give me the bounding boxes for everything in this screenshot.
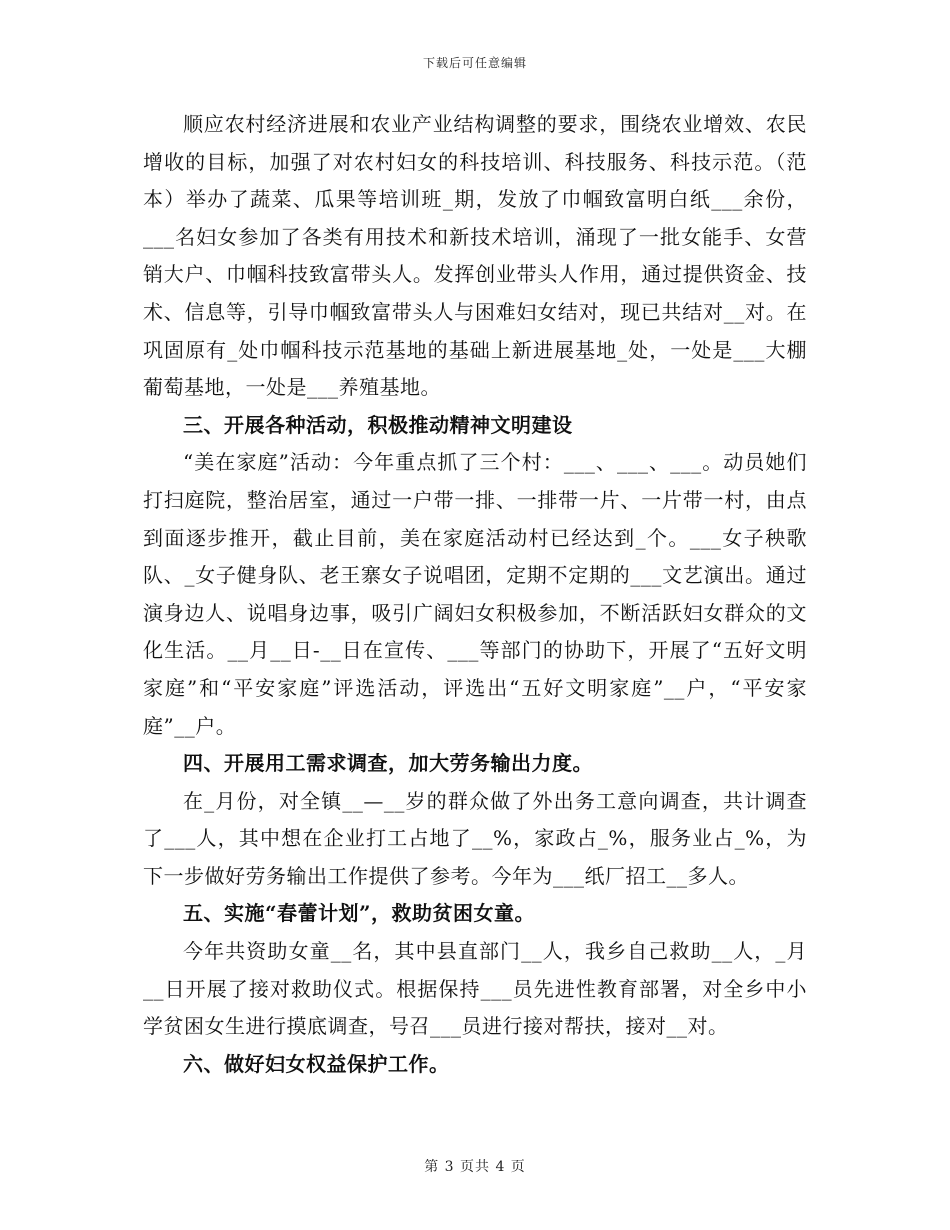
paragraph-agri-tech: 顺应农村经济进展和农业产业结构调整的要求，围绕农业增效、农民增收的目标，加强了对农村妇女的科技培训、科技服务、科技示范。（范本）举办了蔬菜、瓜果等培训班_期，发放了巾帼致富明白纸___余份，___名妇女参加了各类有用技术和新技术培训，涌现了一批女能手、女营销大户、巾帼科技致富带头人。发挥创业带头人作用，通过提供资金、技术、信息等，引导巾帼致富带头人与困难妇女结对，现已共结对__对。在巩固原有_处巾帼科技示范基地的基础上新进展基地_处，一处是___大棚葡萄基地，一处是___养殖基地。 (143, 112, 807, 400)
paragraph-beautiful-home: “美在家庭”活动：今年重点抓了三个村：___、___、___。动员她们打扫庭院，整治居室，通过一户带一排、一排带一片、一片带一村，由点到面逐步推开，截止目前，美在家庭活动村已经达到_个。___女子秧歌队、_女子健身队、老王寨女子说唱团，定期不定期的___文艺演出。通过演身边人、说唱身边事，吸引广阔妇女积极参加，不断活跃妇女群众的文化生活。__月__日-__日在宣传、___等部门的协助下，开展了“五好文明家庭”和“平安家庭”评选活动，评选出“五好文明家庭”__户，“平安家庭”__户。 (143, 450, 807, 738)
section-heading-3: 三、开展各种活动，积极推动精神文明建设 (183, 412, 573, 437)
paragraph-spring-bud: 今年共资助女童__名，其中县直部门__人，我乡自己救助__人，_月__日开展了接对救助仪式。根据保持___员先进性教育部署，对全乡中小学贫困女生进行摸底调查，号召___员进行接对帮扶，接对__对。 (143, 939, 807, 1039)
paragraph-labor-survey: 在_月份，对全镇__—__岁的群众做了外出务工意向调查，共计调查了___人，其中想在企业打工占地了__%，家政占_%，服务业占_%，为下一步做好劳务输出工作提供了参考。今年为___纸厂招工__多人。 (143, 788, 807, 888)
document-body (143, 106, 807, 1083)
page-header: 下载后可任意编辑 (422, 56, 527, 70)
page-footer: 第 3 页共 4 页 (424, 1159, 526, 1175)
section-heading-6: 六、做好妇女权益保护工作。 (183, 1051, 450, 1076)
section-heading-4: 四、开展用工需求调查，加大劳务输出力度。 (183, 751, 593, 776)
section-heading-5: 五、实施“春蕾计划”，救助贫困女童。 (183, 901, 536, 926)
